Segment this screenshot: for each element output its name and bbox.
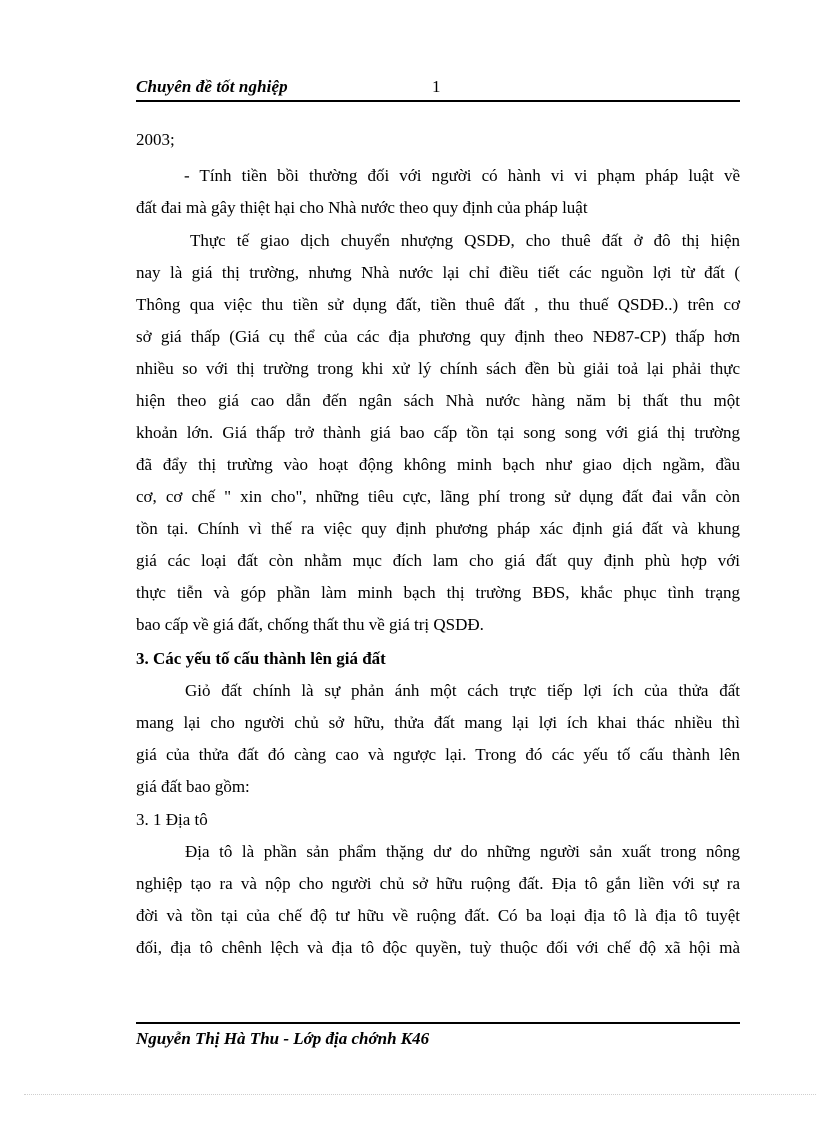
text-line: mang lại cho người chủ sở hữu, thửa đất mang lại lợi ích khai thác nhiều thì <box>136 713 740 732</box>
text-line: đã đẩy thị trưừng vào hoạt động không minh bạch như giao dịch ngầm, đầu <box>136 455 740 474</box>
text-line: Giỏ đất chính là sự phản ánh một cách trực tiếp lợi ích của thửa đất <box>185 681 740 700</box>
text-line: bao cấp về giá đất, chống thất thu về giá trị QSDĐ. <box>136 615 484 634</box>
text-line: 2003; <box>136 130 175 149</box>
page-header <box>136 74 740 102</box>
page-separator <box>24 1094 816 1095</box>
text-line: khoản lớn. Giá thấp trở thành giá bao cấp tồn tại song song với giá thị trường <box>136 423 740 442</box>
section-heading: 3. Các yếu tố cấu thành lên giá đất <box>136 649 386 668</box>
text-line: giá đất bao gồm: <box>136 777 250 796</box>
text-line: sở giá thấp (Giá cụ thể của các địa phương quy định theo NĐ87-CP) thấp hơn <box>136 327 740 346</box>
text-line: tồn tại. Chính vì thế ra việc quy định phương pháp xác định giá đất và khung <box>136 519 740 538</box>
text-line: nhiều so với thị trường trong khi xử lý chính sách đền bù giải toả lại phải thực <box>136 359 740 378</box>
subsection-heading: 3. 1 Địa tô <box>136 810 208 829</box>
text-line: giá của thửa đất đó càng cao và ngược lại. Trong đó các yếu tố cấu thành lên <box>136 745 740 764</box>
page-footer <box>136 1022 740 1048</box>
page-number: 1 <box>432 77 441 96</box>
text-line: đối, địa tô chênh lệch và địa tô độc quyền, tuỳ thuộc đối với chế độ xã hội mà <box>136 938 740 957</box>
text-line: Thực tế giao dịch chuyển nhượng QSDĐ, cho thuê đất ở đô thị hiện <box>190 231 740 250</box>
text-line: giá các loại đất còn nhằm mục đích lam cho giá đất quy định phù hợp với <box>136 551 740 570</box>
text-line: Địa tô là phần sản phẩm thặng dư do những người sản xuất trong nông <box>185 842 740 861</box>
text-line: hiện theo giá cao dẫn đến ngân sách Nhà nước hàng năm bị thất thu một <box>136 391 740 410</box>
text-line: nay là giá thị trường, nhưng Nhà nước lại chỉ điều tiết các nguồn lợi từ đất ( <box>136 263 740 282</box>
text-line: - Tính tiền bồi thường đối với người có hành vi vi phạm pháp luật về <box>184 166 740 185</box>
footer-author: Nguyễn Thị Hà Thu - Lớp địa chớnh K46 <box>136 1029 430 1048</box>
text-line: thực tiễn và góp phần làm minh bạch thị trường BĐS, khắc phục tình trạng <box>136 583 740 602</box>
text-line: đất đai mà gây thiệt hại cho Nhà nước theo quy định của pháp luật <box>136 198 588 217</box>
text-line: cơ, cơ chế " xin cho", những tiêu cực, lãng phí trong sử dụng đất đai vẫn còn <box>136 487 740 506</box>
text-line: Thông qua việc thu tiền sử dụng đất, tiền thuê đất , thu thuế QSDĐ..) trên cơ <box>136 295 740 314</box>
text-line: nghiệp tạo ra và nộp cho người chủ sở hữu ruộng đất. Địa tô gắn liền với sự ra <box>136 874 740 893</box>
header-title: Chuyên đề tốt nghiệp <box>136 77 288 96</box>
text-line: đời và tồn tại của chế độ tư hữu về ruộng đất. Có ba loại địa tô là địa tô tuyệt <box>136 906 740 925</box>
